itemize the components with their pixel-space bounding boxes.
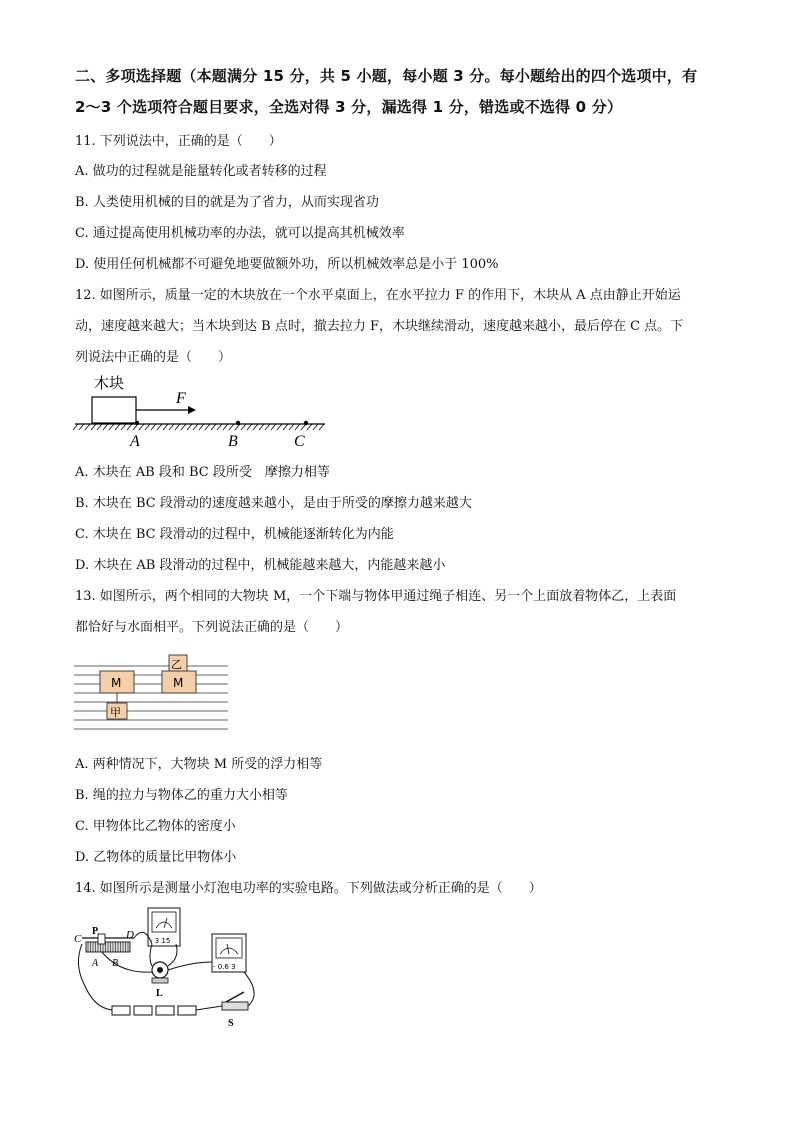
ammeter-scale: - 0.6 3 xyxy=(213,963,236,971)
label-d-terminal: D xyxy=(126,929,134,941)
label-switch: S xyxy=(228,1018,234,1029)
q12-option-d: D. 木块在 AB 段滑动的过程中，机械能越来越大，内能越来越小 xyxy=(75,558,446,573)
lamp-base xyxy=(152,978,168,983)
q13-option-d: D. 乙物体的质量比甲物体小 xyxy=(75,850,237,865)
q13-stem-line1: 13. 如图所示，两个相同的大物块 M，一个下端与物体甲通过绳子相连、另一个上面放着物体乙，上表面 xyxy=(75,589,677,604)
q12-stem-line2: 动，速度越来越大；当木块到达 B 点时，撤去拉力 F，木块继续滑动，速度越来越小，最后停在 C 点。下 xyxy=(75,319,684,334)
q11-stem: 11. 下列说法中，正确的是（ ） xyxy=(75,134,282,149)
label-a-terminal: A xyxy=(92,958,99,969)
q14-stem: 14. 如图所示是测量小灯泡电功率的实验电路。下列做法或分析正确的是（ ） xyxy=(75,881,542,896)
q11-option-a: A. 做功的过程就是能量转化或者转移的过程 xyxy=(75,164,327,179)
q14-circuit-figure xyxy=(72,904,262,1034)
point-c xyxy=(304,421,308,425)
q13-stem-line2: 都恰好与水面相平。下列说法正确的是（ ） xyxy=(75,620,349,635)
q11-option-d: D. 使用任何机械都不可避免地要做额外功，所以机械效率总是小于 100% xyxy=(75,257,499,272)
q12-option-b: B. 木块在 BC 段滑动的速度越来越小，是由于所受的摩擦力越来越大 xyxy=(75,496,472,511)
q13-figure xyxy=(72,650,232,736)
block-m-right-label: M xyxy=(173,676,184,690)
label-b-terminal: B xyxy=(112,958,119,969)
q13-option-a: A. 两种情况下，大物块 M 所受的浮力相等 xyxy=(75,757,323,772)
q11-option-b: B. 人类使用机械的目的就是为了省力，从而实现省功 xyxy=(75,195,379,210)
label-c-terminal: C xyxy=(74,933,82,945)
q12-option-a: A. 木块在 AB 段和 BC 段所受 摩擦力相等 xyxy=(75,465,330,480)
q12-stem-line1: 12. 如图所示，质量一定的木块放在一个水平桌面上，在水平拉力 F 的作用下，木块从 A 点由静止开始运 xyxy=(75,288,681,303)
label-p-slider: P xyxy=(92,926,99,937)
object-yi-label: 乙 xyxy=(171,658,182,671)
label-lamp: L xyxy=(156,988,163,999)
label-b: B xyxy=(228,433,238,450)
label-a: A xyxy=(130,433,140,450)
q13-option-b: B. 绳的拉力与物体乙的重力大小相等 xyxy=(75,788,288,803)
q11-option-c: C. 通过提高使用机械功率的办法，就可以提高其机械效率 xyxy=(75,226,405,241)
section-heading-line2: 2～3 个选项符合题目要求，全选对得 3 分，漏选得 1 分，错选或不选得 0 分） xyxy=(75,98,623,116)
force-label: F xyxy=(176,390,186,407)
table-hatching xyxy=(73,424,324,430)
switch-base xyxy=(222,1002,248,1010)
switch-lever xyxy=(226,992,244,1002)
label-c: C xyxy=(294,433,305,450)
q12-option-c: C. 木块在 BC 段滑动的过程中，机械能逐渐转化为内能 xyxy=(75,527,394,542)
q12-stem-line3: 列说法中正确的是（ ） xyxy=(75,350,232,365)
section-heading-line1: 二、多项选择题（本题满分 15 分，共 5 小题，每小题 3 分。每小题给出的四个选项中，有 xyxy=(75,67,698,85)
block-m-left-label: M xyxy=(111,676,122,690)
water-lines xyxy=(74,666,228,729)
force-arrow-head xyxy=(188,406,196,414)
point-b xyxy=(236,421,240,425)
battery-pack xyxy=(112,1006,196,1015)
q12-figure xyxy=(70,370,340,452)
lamp-filament xyxy=(157,967,163,973)
point-a xyxy=(135,421,139,425)
rheostat-slider xyxy=(98,934,105,944)
voltmeter-scale: - 3 15 xyxy=(150,937,171,945)
object-jia-label: 甲 xyxy=(110,706,121,719)
block-label: 木块 xyxy=(94,374,125,392)
q13-option-c: C. 甲物体比乙物体的密度小 xyxy=(75,819,236,834)
wood-block xyxy=(92,397,136,423)
